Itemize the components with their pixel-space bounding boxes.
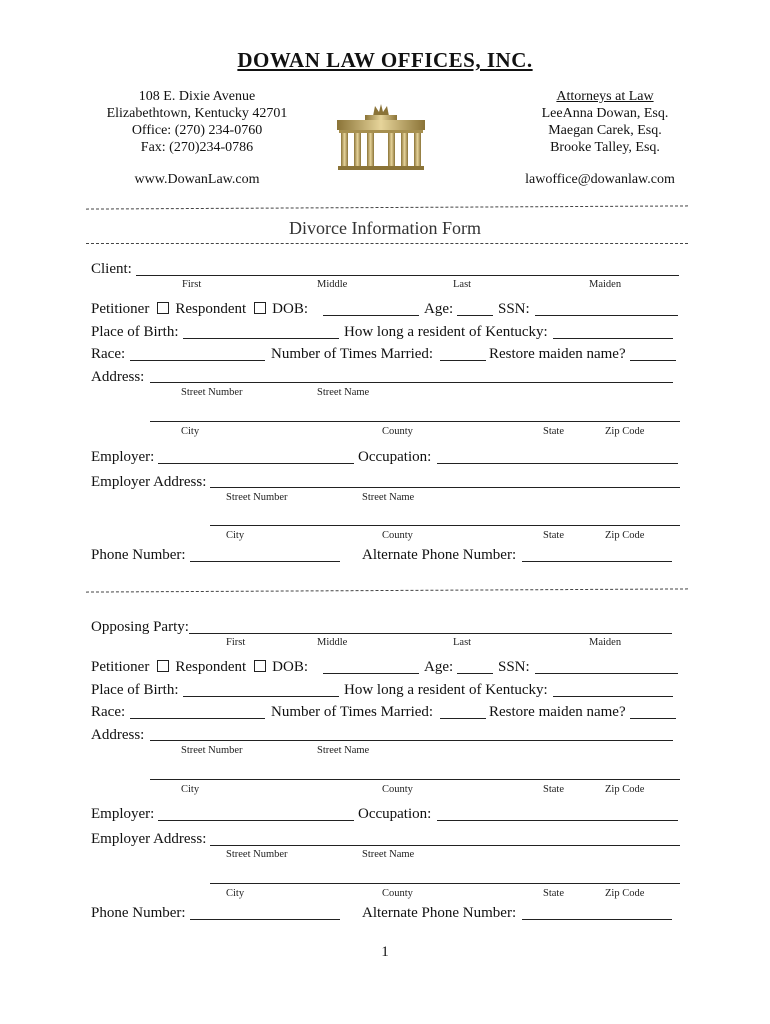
street-number-caption: Street Number bbox=[181, 745, 243, 756]
petitioner-checkbox[interactable] bbox=[157, 660, 169, 672]
employer-street-field[interactable] bbox=[210, 487, 680, 488]
attorney-name: Maegan Carek, Esq. bbox=[548, 123, 662, 138]
city-county-field[interactable] bbox=[150, 421, 680, 422]
firm-address-block bbox=[92, 88, 302, 156]
zip-caption: Zip Code bbox=[605, 784, 645, 795]
first-name-caption: First bbox=[182, 279, 202, 290]
city-caption: City bbox=[226, 888, 245, 899]
employer-field[interactable] bbox=[158, 820, 354, 821]
maiden-name-caption: Maiden bbox=[589, 279, 622, 290]
race-field[interactable] bbox=[130, 360, 265, 361]
street-name-caption: Street Name bbox=[362, 492, 415, 503]
employer-field[interactable] bbox=[158, 463, 354, 464]
state-caption: State bbox=[543, 426, 564, 437]
times-married-field[interactable] bbox=[440, 360, 486, 361]
ssn-field[interactable] bbox=[535, 315, 678, 316]
opposing-role-row bbox=[91, 659, 308, 676]
website: www.DowanLaw.com bbox=[134, 172, 260, 187]
petitioner-label: Petitioner bbox=[91, 659, 150, 675]
address-label: Address: bbox=[91, 727, 145, 743]
alt-phone-field[interactable] bbox=[522, 919, 672, 920]
state-caption: State bbox=[543, 784, 564, 795]
client-label: Client: bbox=[91, 261, 132, 277]
race-label: Race: bbox=[91, 346, 126, 362]
race-label: Race: bbox=[91, 704, 126, 720]
middle-name-caption: Middle bbox=[317, 279, 348, 290]
street-number-caption: Street Number bbox=[226, 849, 288, 860]
state-caption: State bbox=[543, 888, 564, 899]
phone-field[interactable] bbox=[190, 919, 340, 920]
client-role-row bbox=[91, 301, 308, 318]
employer-address-label: Employer Address: bbox=[91, 831, 207, 847]
age-field[interactable] bbox=[457, 315, 493, 316]
age-label: Age: bbox=[424, 301, 454, 317]
employer-city-field[interactable] bbox=[210, 883, 680, 884]
zip-caption: Zip Code bbox=[605, 426, 645, 437]
first-name-caption: First bbox=[226, 637, 246, 648]
street-name-caption: Street Name bbox=[317, 745, 370, 756]
dob-field[interactable] bbox=[323, 315, 419, 316]
ssn-field[interactable] bbox=[535, 673, 678, 674]
employer-label: Employer: bbox=[91, 806, 155, 822]
fax-number: Fax: (270)234-0786 bbox=[140, 140, 254, 155]
form-title: Divorce Information Form bbox=[289, 218, 481, 238]
alt-phone-label: Alternate Phone Number: bbox=[362, 547, 517, 563]
age-label: Age: bbox=[424, 659, 454, 675]
times-married-label: Number of Times Married: bbox=[271, 346, 434, 362]
race-field[interactable] bbox=[130, 718, 265, 719]
street-number-caption: Street Number bbox=[226, 492, 288, 503]
ssn-label: SSN: bbox=[498, 659, 530, 675]
firm-name: DOWAN LAW OFFICES, INC. bbox=[237, 48, 533, 72]
employer-street-field[interactable] bbox=[210, 845, 680, 846]
last-name-caption: Last bbox=[453, 637, 472, 648]
client-name-field[interactable] bbox=[136, 275, 679, 276]
street-name-caption: Street Name bbox=[362, 849, 415, 860]
street-name-caption: Street Name bbox=[317, 387, 370, 398]
restore-maiden-field[interactable] bbox=[630, 718, 676, 719]
times-married-label: Number of Times Married: bbox=[271, 704, 434, 720]
city-county-field[interactable] bbox=[150, 779, 680, 780]
employer-city-field[interactable] bbox=[210, 525, 680, 526]
city-caption: City bbox=[226, 530, 245, 541]
dashed-divider bbox=[86, 243, 688, 244]
times-married-field[interactable] bbox=[440, 718, 486, 719]
phone-label: Phone Number: bbox=[91, 547, 186, 563]
city-caption: City bbox=[181, 426, 200, 437]
dob-label: DOB: bbox=[272, 301, 308, 317]
dob-field[interactable] bbox=[323, 673, 419, 674]
attorneys-block bbox=[520, 88, 690, 156]
county-caption: County bbox=[382, 530, 413, 541]
attorneys-heading: Attorneys at Law bbox=[556, 89, 654, 104]
zip-caption: Zip Code bbox=[605, 530, 645, 541]
respondent-checkbox[interactable] bbox=[254, 302, 266, 314]
place-of-birth-field[interactable] bbox=[183, 338, 339, 339]
attorney-name: LeeAnna Dowan, Esq. bbox=[541, 106, 669, 121]
firm-logo-gate-icon bbox=[335, 102, 427, 172]
place-of-birth-field[interactable] bbox=[183, 696, 339, 697]
address-label: Address: bbox=[91, 369, 145, 385]
respondent-label: Respondent bbox=[175, 301, 247, 317]
middle-name-caption: Middle bbox=[317, 637, 348, 648]
opposing-name-field[interactable] bbox=[189, 633, 672, 634]
occupation-field[interactable] bbox=[437, 463, 678, 464]
county-caption: County bbox=[382, 888, 413, 899]
street-address-field[interactable] bbox=[150, 382, 673, 383]
ssn-label: SSN: bbox=[498, 301, 530, 317]
occupation-label: Occupation: bbox=[358, 806, 432, 822]
address-line1: 108 E. Dixie Avenue bbox=[138, 89, 256, 104]
office-phone: Office: (270) 234-0760 bbox=[131, 123, 263, 138]
phone-label: Phone Number: bbox=[91, 905, 186, 921]
phone-field[interactable] bbox=[190, 561, 340, 562]
age-field[interactable] bbox=[457, 673, 493, 674]
residency-label: How long a resident of Kentucky: bbox=[344, 682, 548, 698]
dob-label: DOB: bbox=[272, 659, 308, 675]
restore-maiden-field[interactable] bbox=[630, 360, 676, 361]
zip-caption: Zip Code bbox=[605, 888, 645, 899]
alt-phone-label: Alternate Phone Number: bbox=[362, 905, 517, 921]
place-of-birth-label: Place of Birth: bbox=[91, 324, 179, 340]
respondent-checkbox[interactable] bbox=[254, 660, 266, 672]
state-caption: State bbox=[543, 530, 564, 541]
residency-field[interactable] bbox=[553, 696, 673, 697]
address-line2: Elizabethtown, Kentucky 42701 bbox=[106, 106, 288, 121]
dashed-divider bbox=[86, 205, 688, 209]
email-address: lawoffice@dowanlaw.com bbox=[525, 172, 675, 187]
attorney-name: Brooke Talley, Esq. bbox=[550, 140, 660, 155]
street-address-field[interactable] bbox=[150, 740, 673, 741]
employer-address-label: Employer Address: bbox=[91, 474, 207, 490]
city-caption: City bbox=[181, 784, 200, 795]
restore-maiden-label: Restore maiden name? bbox=[489, 346, 626, 362]
dashed-divider bbox=[86, 588, 688, 592]
county-caption: County bbox=[382, 784, 413, 795]
petitioner-label: Petitioner bbox=[91, 301, 150, 317]
employer-label: Employer: bbox=[91, 449, 155, 465]
restore-maiden-label: Restore maiden name? bbox=[489, 704, 626, 720]
opposing-party-label: Opposing Party: bbox=[91, 619, 189, 635]
last-name-caption: Last bbox=[453, 279, 472, 290]
maiden-name-caption: Maiden bbox=[589, 637, 622, 648]
residency-field[interactable] bbox=[553, 338, 673, 339]
residency-label: How long a resident of Kentucky: bbox=[344, 324, 548, 340]
occupation-field[interactable] bbox=[437, 820, 678, 821]
place-of-birth-label: Place of Birth: bbox=[91, 682, 179, 698]
respondent-label: Respondent bbox=[175, 659, 247, 675]
street-number-caption: Street Number bbox=[181, 387, 243, 398]
county-caption: County bbox=[382, 426, 413, 437]
occupation-label: Occupation: bbox=[358, 449, 432, 465]
petitioner-checkbox[interactable] bbox=[157, 302, 169, 314]
page-number: 1 bbox=[381, 944, 389, 960]
alt-phone-field[interactable] bbox=[522, 561, 672, 562]
